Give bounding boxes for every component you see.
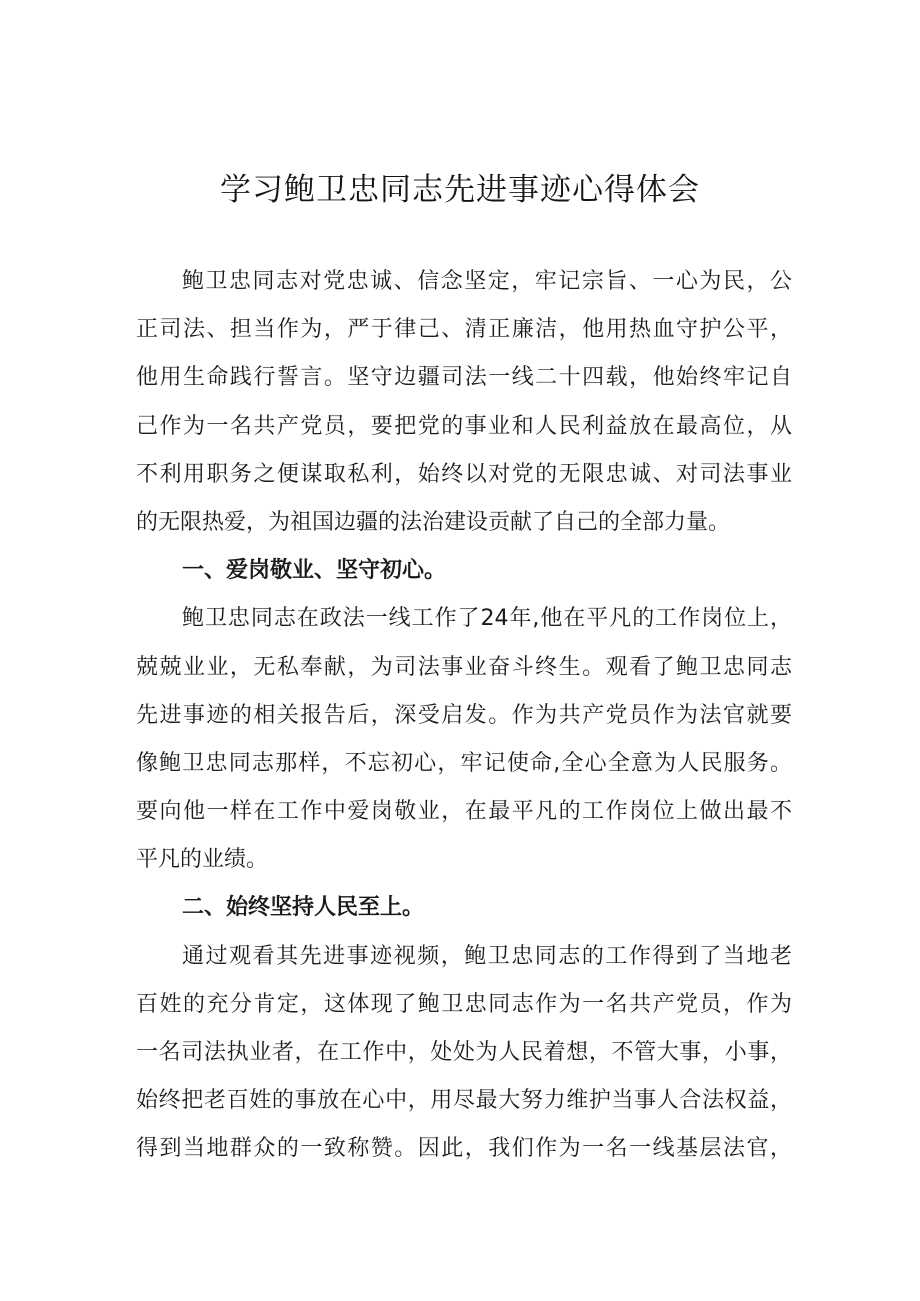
- paragraph-line: 一名司法执业者，在工作中，处处为人民着想，不管大事，小事，: [136, 1040, 792, 1065]
- paragraph-line: 像鲍卫忠同志那样，不忘初心，牢记使命,全心全意为人民服务。: [136, 750, 792, 776]
- section-heading-1: 一、爱岗敬业、坚守初心。: [182, 558, 447, 584]
- paragraph-line: 的无限热爱，为祖国边疆的法治建设贡献了自己的全部力量。: [136, 509, 731, 535]
- paragraph-line: 要向他一样在工作中爱岗敬业，在最平凡的工作岗位上做出最不: [136, 799, 792, 825]
- paragraph-line: 平凡的业绩。: [136, 847, 269, 873]
- paragraph-3: [136, 933, 792, 1174]
- paragraph-line: 他用生命践行誓言。坚守边疆司法一线二十四载，他始终牢记自: [136, 365, 792, 391]
- paragraph-1: [136, 258, 792, 547]
- paragraph-line: 得到当地群众的一致称赞。因此，我们作为一名一线基层法官，: [136, 1136, 792, 1162]
- document-body: [136, 258, 792, 1174]
- paragraph-line: 己作为一名共产党员，要把党的事业和人民利益放在最高位，从: [136, 413, 792, 439]
- paragraph-line: 通过观看其先进事迹视频，鲍卫忠同志的工作得到了当地老: [182, 943, 792, 969]
- paragraph-2: [136, 595, 792, 884]
- paragraph-line: 兢兢业业，无私奉献，为司法事业奋斗终生。观看了鲍卫忠同志: [136, 654, 792, 680]
- paragraph-line: 鲍卫忠同志对党忠诚、信念坚定，牢记宗旨、一心为民，公: [182, 269, 792, 294]
- paragraph-line: 正司法、担当作为，严于律己、清正廉洁，他用热血守护公平，: [136, 317, 792, 343]
- paragraph-line: 始终把老百姓的事放在心中，用尽最大努力维护当事人合法权益，: [136, 1088, 792, 1114]
- paragraph-line: 先进事迹的相关报告后，深受启发。作为共产党员作为法官就要: [136, 702, 792, 728]
- section-heading-2: 二、始终坚持人民至上。: [182, 895, 425, 921]
- paragraph-line: 百姓的充分肯定，这体现了鲍卫忠同志作为一名共产党员，作为: [136, 991, 792, 1017]
- document-title: 学习鲍卫忠同志先进事迹心得体会: [220, 172, 700, 208]
- paragraph-line: 不利用职务之便谋取私利，始终以对党的无限忠诚、对司法事业: [136, 461, 792, 487]
- paragraph-line: 鲍卫忠同志在政法一线工作了24年,他在平凡的工作岗位上，: [182, 606, 792, 632]
